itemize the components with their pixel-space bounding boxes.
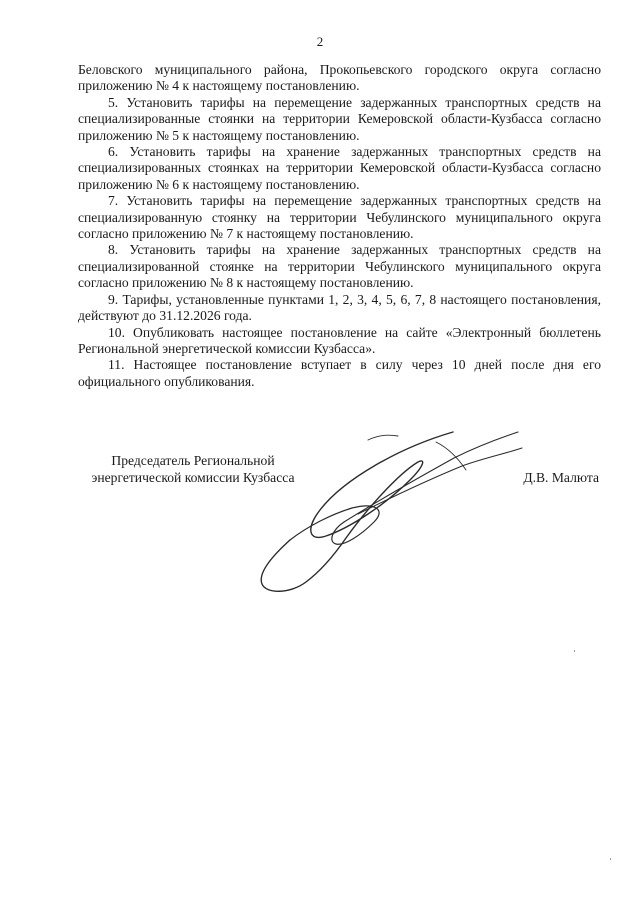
paragraph-item-6: 6. Установить тарифы на хранение задержанных транспортных средств на специализированных стоянках на территории Кемеровской области-Кузбасса согласно приложению № 6 к настоящему постановлению.: [78, 144, 601, 192]
paragraph-item-7: 7. Установить тарифы на перемещение задержанных транспортных средств на специализированную стоянку на территории Чебулинского муниципального округа согласно приложению № 7 к настоящему постановлению.: [78, 193, 601, 242]
paragraph-item-10: 10. Опубликовать настоящее постановление на сайте «Электронный бюллетень Региональной энергетической комиссии Кузбасса».: [78, 324, 601, 356]
scan-speck: [610, 858, 611, 860]
signatory-name: Д.В. Малюта: [523, 470, 599, 485]
signatory-title-line-1: Председатель Региональной: [111, 453, 275, 468]
paragraph-item-9: 9. Тарифы, установленные пунктами 1, 2, 3, 4, 5, 6, 7, 8 настоящего постановления, действуют до 31.12.2026 года.: [78, 291, 601, 324]
page-number: 2: [316, 34, 324, 49]
paragraph-item-5: 5. Установить тарифы на перемещение задержанных транспортных средств на специализированные стоянки на территории Кемеровской области-Кузбасса согласно приложению № 5 к настоящему постановлению.: [78, 94, 601, 143]
scan-speck: [574, 650, 575, 652]
signatory-title-line-2: энергетической комиссии Кузбасса: [91, 470, 295, 485]
handwritten-signature: [248, 418, 538, 598]
paragraph-continuation: Беловского муниципального района, Прокопьевского городского округа согласно приложению № 4 к настоящему постановлению.: [78, 62, 601, 94]
paragraph-item-8: 8. Установить тарифы на хранение задержанных транспортных средств на специализированной стоянке на территории Чебулинского муниципального округа согласно приложению № 8 к настоящему постановлению.: [78, 242, 601, 291]
signature-stroke-cross: [368, 435, 398, 440]
document-body: [78, 62, 601, 390]
signature-stroke-main: [261, 432, 453, 591]
paragraph-item-11: 11. Настоящее постановление вступает в силу через 10 дней после дня его официального опубликования.: [78, 357, 601, 389]
